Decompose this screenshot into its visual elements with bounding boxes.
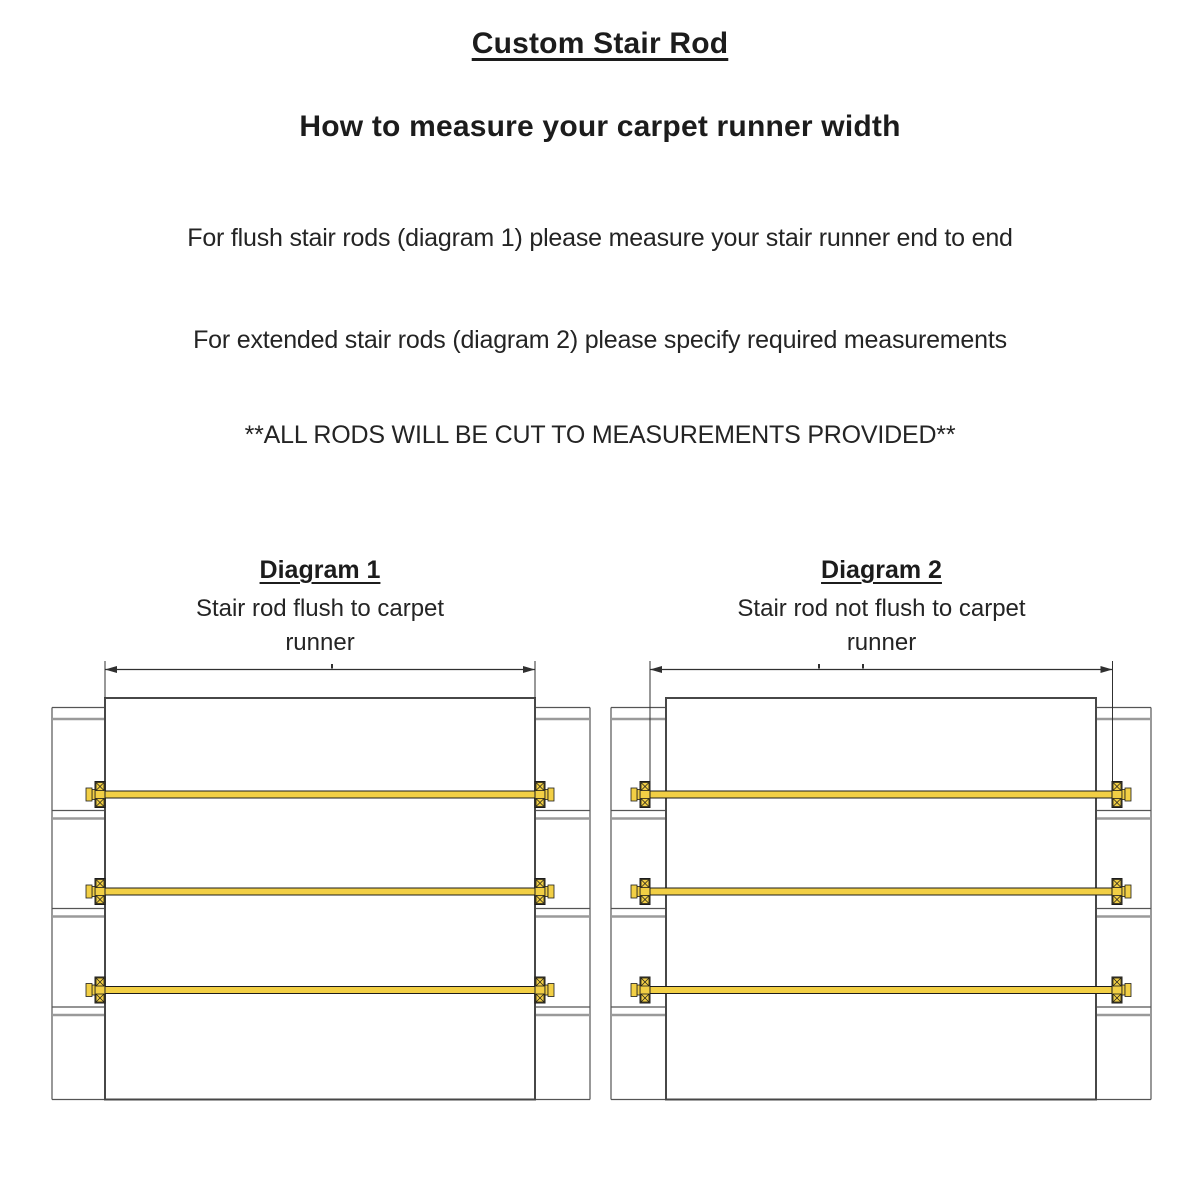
stair-rod-diagram-1 xyxy=(105,987,535,994)
diagram-1-label-block xyxy=(40,556,600,660)
diagram-2-title: Diagram 2 xyxy=(821,556,942,584)
rod-finial-cap xyxy=(86,984,92,997)
rod-finial-cap xyxy=(86,788,92,801)
page-subtitle: How to measure your carpet runner width xyxy=(299,110,901,143)
diagram-2-caption-line-1: Stair rod not flush to carpet xyxy=(737,595,1026,622)
rod-finial-neck xyxy=(92,790,95,800)
instruction-extended-rods: For extended stair rods (diagram 2) please specify required measurements xyxy=(193,326,1007,354)
rod-finial-neck xyxy=(1122,887,1125,897)
diagram-2-drawing xyxy=(600,650,1170,1110)
cut-to-measurement-notice: **ALL RODS WILL BE CUT TO MEASUREMENTS PROVIDED** xyxy=(244,421,956,449)
diagram-2-caption-line-2: runner xyxy=(846,629,917,656)
rod-finial-neck xyxy=(637,985,640,995)
carpet-runner-diagram-1 xyxy=(105,698,535,1100)
rod-finial-neck xyxy=(1122,790,1125,800)
rod-finial-neck xyxy=(545,790,548,800)
rod-finial-cap xyxy=(1125,788,1131,801)
rod-finial-cap xyxy=(548,984,554,997)
rod-finial-cap xyxy=(86,885,92,898)
measurement-arrowhead-left-diagram-1 xyxy=(105,666,117,673)
rod-finial-cap xyxy=(631,984,637,997)
rod-finial-neck xyxy=(1122,985,1125,995)
rod-finial-cap xyxy=(548,885,554,898)
diagram-1-title: Diagram 1 xyxy=(259,556,381,584)
measurement-arrowhead-right-diagram-1 xyxy=(523,666,535,673)
stair-rod-diagram-1 xyxy=(105,791,535,798)
rod-finial-neck xyxy=(637,887,640,897)
measurement-tick-diagram-2 xyxy=(818,664,820,669)
page-title: Custom Stair Rod xyxy=(471,27,729,60)
rod-finial-neck xyxy=(545,985,548,995)
rod-finial-cap xyxy=(1125,885,1131,898)
rod-finial-cap xyxy=(1125,984,1131,997)
stair-rod-diagram-1 xyxy=(105,888,535,895)
instruction-flush-rods: For flush stair rods (diagram 1) please measure your stair runner end to end xyxy=(187,224,1013,252)
stair-rod-diagram-2 xyxy=(650,791,1112,798)
measurement-tick-diagram-1 xyxy=(331,664,333,669)
stair-rod-diagram-2 xyxy=(650,987,1112,994)
stair-rod-diagram-2 xyxy=(650,888,1112,895)
carpet-runner-diagram-2 xyxy=(666,698,1096,1100)
rod-finial-neck xyxy=(545,887,548,897)
rod-finial-cap xyxy=(548,788,554,801)
rod-finial-neck xyxy=(92,985,95,995)
rod-finial-neck xyxy=(92,887,95,897)
diagram-1-drawing xyxy=(40,650,600,1110)
diagram-1-caption-line-1: Stair rod flush to carpet xyxy=(195,595,445,622)
measurement-arrowhead-left-diagram-2 xyxy=(650,666,662,673)
rod-finial-cap xyxy=(631,788,637,801)
measurement-arrowhead-right-diagram-2 xyxy=(1101,666,1113,673)
rod-finial-neck xyxy=(637,790,640,800)
diagram-1-caption-line-2: runner xyxy=(285,629,355,656)
rod-finial-cap xyxy=(631,885,637,898)
diagram-2-label-block xyxy=(600,556,1163,660)
measurement-tick-diagram-2 xyxy=(862,664,864,669)
